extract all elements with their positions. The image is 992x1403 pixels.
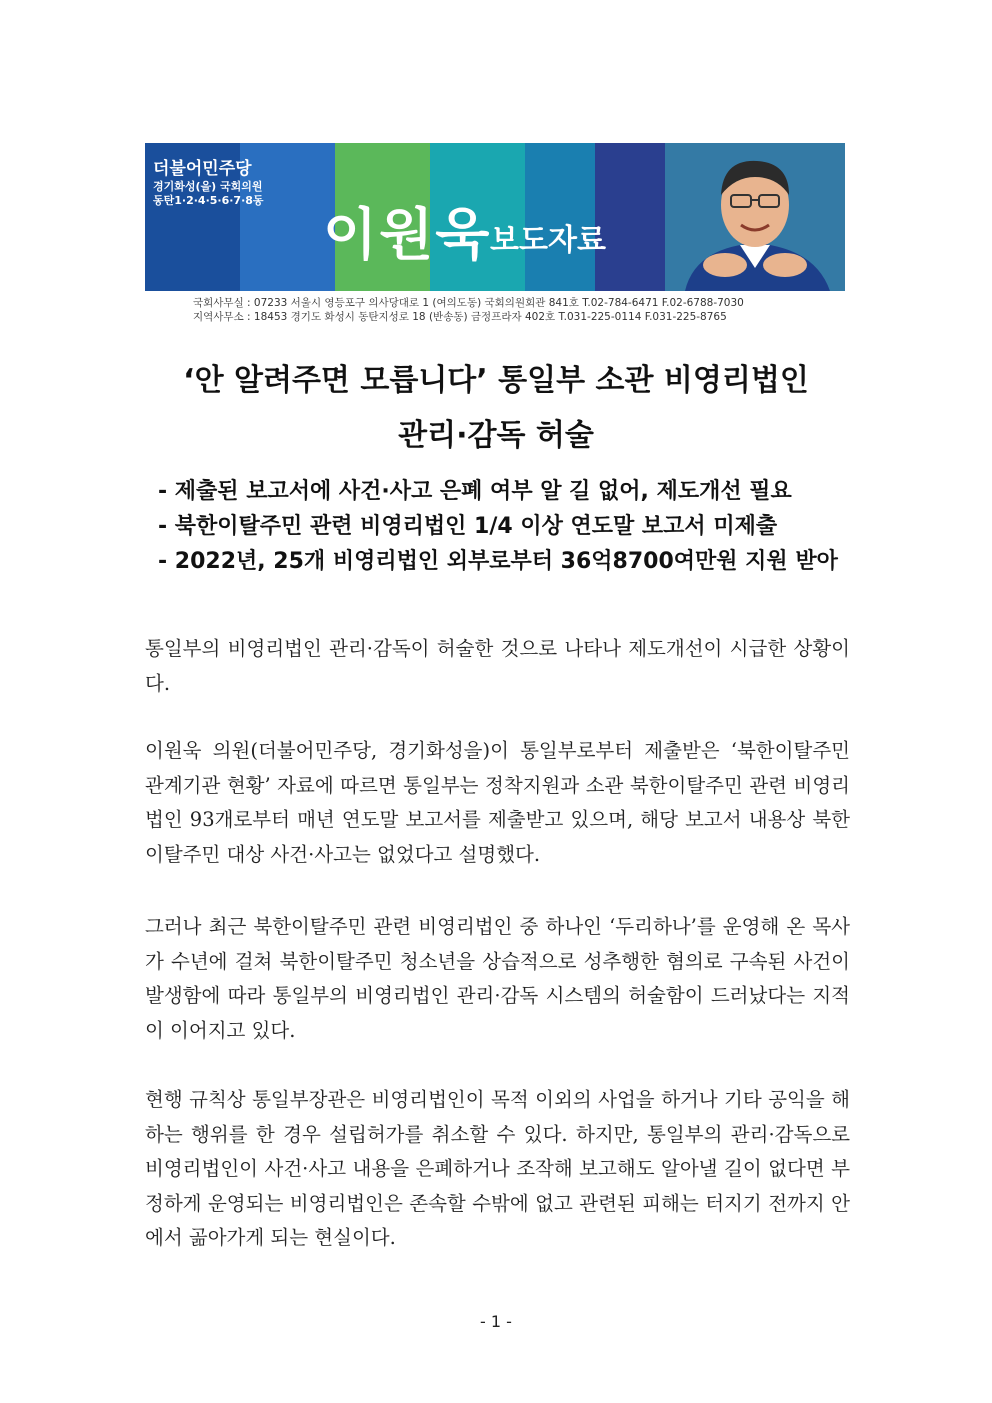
party-block [153, 159, 264, 208]
body-paragraph-2: 이원욱 의원(더불어민주당, 경기화성을)이 통일부로부터 제출받은 ‘북한이탈주민 관계기관 현황’ 자료에 따르면 통일부는 정착지원과 소관 북한이탈주민 관련 비영리법인 93개로부터 매년 연도말 보고서를 제출받고 있으며, 해당 보고서 내용상 북한이탈주민 대상 사건·사고는 없었다고 설명했다. [145, 739, 850, 866]
district-label: 경기화성(을) 국회의원 [153, 180, 263, 194]
body-paragraph-4: 현행 규칙상 통일부장관은 비영리법인이 목적 이외의 사업을 하거나 기타 공익을 해하는 행위를 한 경우 설립허가를 취소할 수 있다. 하지만, 통일부의 관리·감독으로 비영리법인이 사건·사고 내용을 은폐하거나 조작해 보고해도 알아낼 길이 없다면 부정하게 운영되는 비영리법인은 존속할 수밖에 없고 관련된 피해는 터지기 전까지 안에서 곪아가게 되는 현실이다. [145, 1088, 850, 1249]
body-paragraph-3: 그러나 최근 북한이탈주민 관련 비영리법인 중 하나인 ‘두리하나’를 운영해 온 목사가 수년에 걸쳐 북한이탈주민 청소년을 상습적으로 성추행한 혐의로 구속된 사건이 발생함에 따라 통일부의 비영리법인 관리·감독 시스템의 허술함이 드러났다는 지적이 이어지고 있다. [145, 915, 850, 1042]
office-addresses [193, 296, 744, 324]
page-number: - 1 - [480, 1312, 512, 1331]
body-paragraph-1: 통일부의 비영리법인 관리·감독이 허술한 것으로 나타나 제도개선이 시급한 상황이다. [145, 637, 850, 695]
lawmaker-portrait [665, 143, 845, 291]
headline-line-1: ‘안 알려주면 모릅니다’ 통일부 소관 비영리법인 [183, 363, 809, 398]
party-name: 더불어민주당 [153, 159, 252, 179]
national-office-address: 국회사무실 : 07233 서울시 영등포구 의사당대로 1 (여의도동) 국회의원회관 841호 T.02-784-6471 F.02-6788-7030 [193, 297, 744, 309]
summary-bullet: - 2022년, 25개 비영리법인 외부로부터 36억8700여만원 지원 받아 [158, 549, 838, 574]
summary-bullets [158, 474, 838, 579]
press-release-banner [145, 143, 845, 291]
headline-line-2: 관리·감독 허술 [398, 418, 594, 453]
summary-bullet: - 제출된 보고서에 사건·사고 은폐 여부 알 길 없어, 제도개선 필요 [158, 479, 792, 504]
summary-bullet: - 북한이탈주민 관련 비영리법인 1/4 이상 연도말 보고서 미제출 [158, 514, 778, 539]
local-office-address: 지역사무소 : 18453 경기도 화성시 동탄지성로 18 (반송동) 금정프라자 402호 T.031-225-0114 F.031-225-8765 [193, 311, 727, 323]
towns-label: 동탄1·2·4·5·6·7·8동 [153, 194, 264, 207]
lawmaker-name: 이원욱 [323, 203, 492, 268]
doc-type-label: 보도자료 [490, 223, 606, 258]
